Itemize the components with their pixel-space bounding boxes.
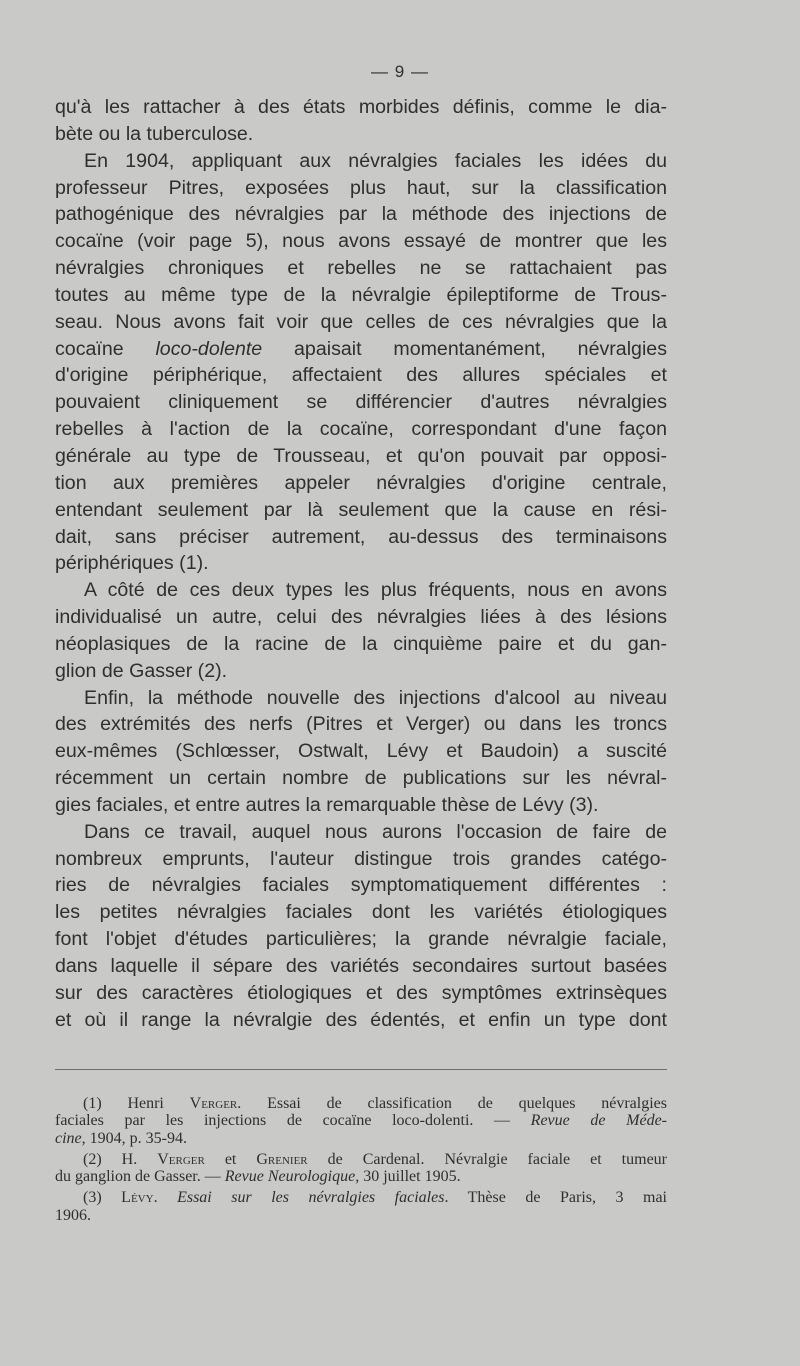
text-line: névralgies chroniques et rebelles ne se rattachaient pas — [55, 257, 667, 280]
page-number: — 9 — — [371, 62, 429, 81]
footnote-1-line — [55, 1112, 667, 1129]
text-line: récemment un certain nombre de publications sur les névral- — [55, 767, 667, 790]
footnote-text: , 30 juillet 1905. — [355, 1168, 461, 1186]
text-line: professeur Pitres, exposées plus haut, sur la classification — [55, 176, 667, 199]
text-line: gies faciales, et entre autres la remarquable thèse de Lévy (3). — [55, 793, 599, 816]
text-segment: cocaïne — [55, 337, 156, 360]
text-line: rebelles à l'action de la cocaïne, correspondant d'une façon — [55, 418, 667, 441]
text-line: pathogénique des névralgies par la méthode des injections de — [55, 203, 667, 226]
footnotes — [55, 1095, 667, 1224]
footnote-text: . Thèse de Paris, 3 mai — [444, 1189, 667, 1207]
text-line: qu'à les rattacher à des états morbides définis, comme le dia- — [55, 96, 667, 118]
text-line: toutes au même type de la névralgie épileptiforme de Trous- — [55, 283, 667, 306]
footnote-text: du ganglion de Gasser. — — [55, 1168, 225, 1186]
text-line: et où il range la névralgie des édentés, et enfin un type dont — [55, 1008, 667, 1031]
text-line: bète ou la tuberculose. — [55, 122, 254, 145]
footnote-text: de Cardenal. Névralgie faciale et tumeur — [307, 1150, 667, 1168]
footnote-1-line — [55, 1095, 667, 1112]
text-segment: apaisait momentanément, névralgies — [262, 337, 667, 360]
text-line: A côté de ces deux types les plus fréquents, nous en avons — [84, 579, 667, 602]
text-line: les petites névralgies faciales dont les variétés étiologiques — [55, 901, 667, 924]
text-line: individualisé un autre, celui des névralgies liées à des lésions — [55, 606, 667, 629]
text-line: néoplasiques de la racine de la cinquième paire et du gan- — [55, 632, 667, 655]
text-line: périphériques (1). — [55, 552, 209, 575]
journal-title: Revue Neurologique — [224, 1168, 356, 1186]
text-line: dans laquelle il sépare des variétés secondaires surtout basées — [55, 955, 667, 977]
text-line: glion de Gasser (2). — [55, 659, 228, 682]
text-line: tion aux premières appeler névralgies d'origine centrale, — [55, 471, 667, 494]
text-line: font l'objet d'études particulières; la grande névralgie faciale, — [55, 928, 667, 951]
text-line: entendant seulement par là seulement que la cause en rési- — [55, 498, 667, 521]
footnote-3-line: 1906. — [55, 1206, 91, 1224]
text-line: sur des caractères étiologiques et des symptômes extrinsèques — [55, 981, 667, 1004]
footnote-text: et — [204, 1150, 257, 1168]
body-text — [55, 94, 667, 1034]
text-line: Enfin, la méthode nouvelle des injections d'alcool au niveau — [84, 686, 667, 709]
footnote-number: (2) H. — [83, 1150, 158, 1168]
footnote-3-line — [55, 1189, 667, 1206]
text-line: nombreux emprunts, l'auteur distingue trois grandes catégo- — [55, 847, 667, 870]
text-line: dait, sans préciser autrement, au-dessus des terminaisons — [55, 525, 667, 548]
footnote-2-line — [55, 1151, 667, 1168]
text-line: des extrémités des nerfs (Pitres et Verger) ou dans les troncs — [55, 713, 667, 736]
author-name: Grenier — [256, 1150, 308, 1168]
text-line: pouvaient cliniquement se différencier d'autres névralgies — [55, 391, 667, 414]
footnote-text: . — [153, 1189, 178, 1207]
journal-title: Revue de Méde- — [530, 1112, 667, 1130]
footnote-divider — [55, 1069, 667, 1070]
text-line: eux-mêmes (Schlœsser, Ostwalt, Lévy et Baudoin) a suscité — [55, 740, 667, 763]
author-name: Lévy — [121, 1189, 154, 1207]
text-line: ries de névralgies faciales symptomatiquement différentes : — [55, 874, 667, 897]
author-name: Verger — [157, 1150, 205, 1168]
footnote-text: faciales par les injections de cocaïne loco-dolenti. — — [55, 1112, 531, 1130]
emphasis-loco-dolente: loco-dolente — [155, 337, 263, 360]
journal-title: cine — [55, 1129, 82, 1147]
text-line: cocaïne (voir page 5), nous avons essayé de montrer que les — [55, 230, 667, 253]
text-line: générale au type de Trousseau, et qu'on pouvait par opposi- — [55, 444, 667, 467]
text-line: Dans ce travail, auquel nous aurons l'occasion de faire de — [84, 820, 667, 843]
text-line-with-emphasis — [55, 336, 667, 363]
author-name: Verger — [189, 1095, 238, 1112]
text-line: En 1904, appliquant aux névralgies faciales les idées du — [84, 149, 667, 172]
footnote-text: . Essai de classification de quelques névralgies — [237, 1095, 667, 1112]
text-line: d'origine périphérique, affectaient des allures spéciales et — [55, 364, 667, 387]
footnote-number: (3) — [83, 1189, 122, 1207]
footnote-text: , 1904, p. 35-94. — [81, 1129, 187, 1147]
footnote-2-line — [55, 1168, 667, 1185]
footnote-1-line — [55, 1130, 667, 1147]
footnote-number: (1) Henri — [83, 1095, 190, 1112]
text-line: seau. Nous avons fait voir que celles de ces névralgies que la — [55, 310, 667, 333]
work-title: Essai sur les névralgies faciales — [177, 1189, 445, 1207]
